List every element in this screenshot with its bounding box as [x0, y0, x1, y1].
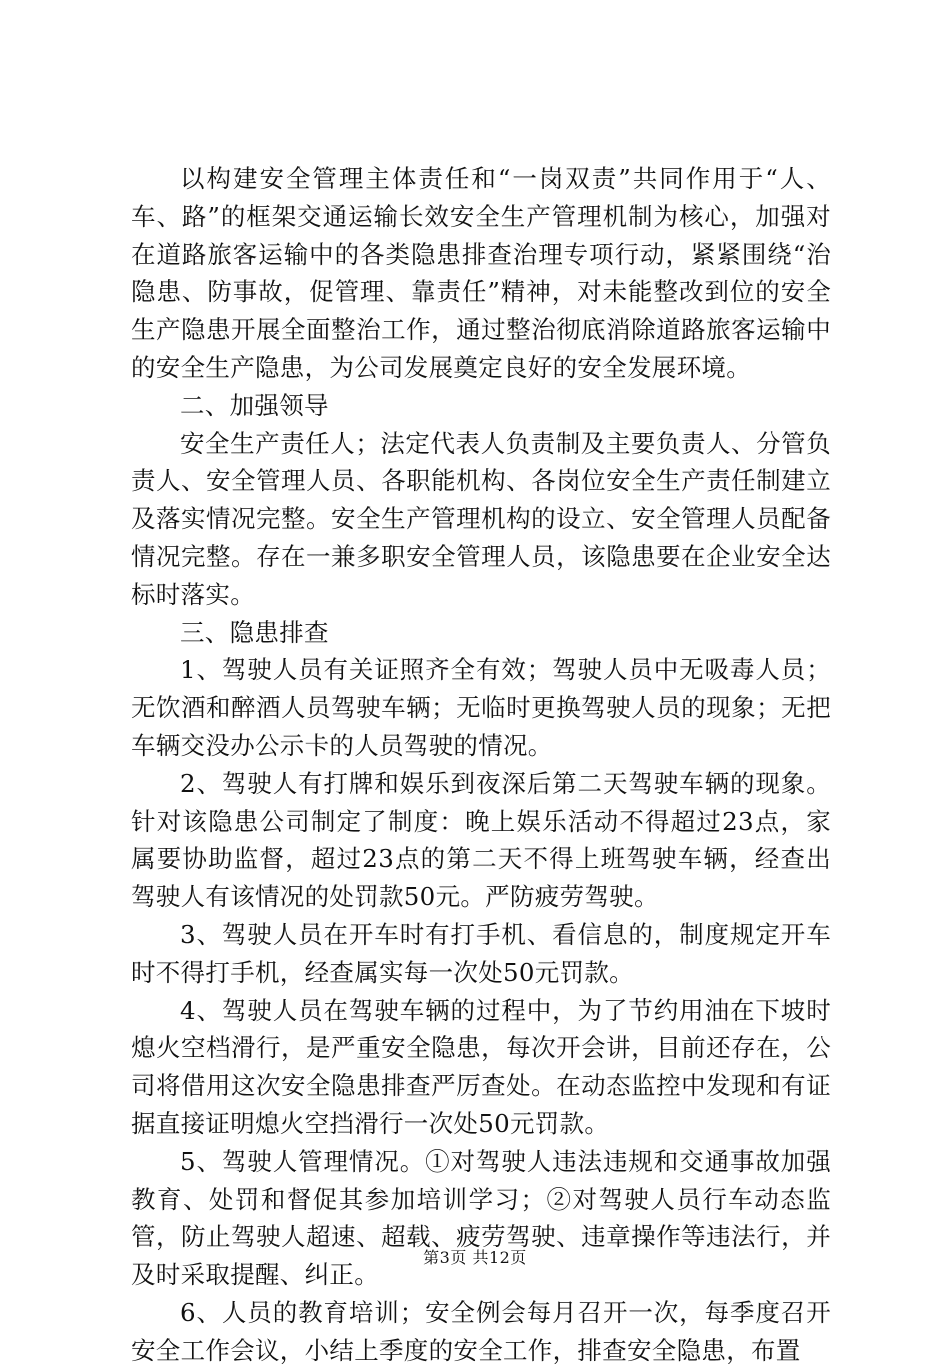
- document-body: [131, 160, 831, 1370]
- section-heading-leadership: 二、加强领导: [180, 390, 329, 420]
- paragraph-leadership: 安全生产责任人；法定代表人负责制及主要负责人、分管负责人、安全管理人员、各职能机构、各岗位安全生产责任制建立及落实情况完整。安全生产管理机构的设立、安全管理人员配备情况完整。存在一兼多职安全管理人员，该隐患要在企业安全达标时落实。: [131, 428, 831, 609]
- paragraph-item-1: 1、驾驶人员有关证照齐全有效；驾驶人员中无吸毒人员；无饮酒和醉酒人员驾驶车辆；无临时更换驾驶人员的现象；无把车辆交没办公示卡的人员驾驶的情况。: [131, 655, 831, 760]
- paragraph-intro: 以构建安全管理主体责任和“一岗双责”共同作用于“人、车、路”的框架交通运输长效安全生产管理机制为核心，加强对在道路旅客运输中的各类隐患排查治理专项行动，紧紧围绕“治隐患、防事故，促管理、靠责任”精神，对未能整改到位的安全生产隐患开展全面整治工作，通过整治彻底消除道路旅客运输中的安全生产隐患，为公司发展奠定良好的安全发展环境。: [131, 164, 832, 382]
- paragraph-item-3: 3、驾驶人员在开车时有打手机、看信息的，制度规定开车时不得打手机，经查属实每一次处50元罚款。: [131, 919, 831, 987]
- page-footer: [0, 1245, 950, 1268]
- paragraph-item-4: 4、驾驶人员在驾驶车辆的过程中，为了节约用油在下坡时熄火空档滑行，是严重安全隐患，每次开会讲，目前还存在，公司将借用这次安全隐患排查严厉查处。在动态监控中发现和有证据直接证明熄火空挡滑行一次处50元罚款。: [131, 995, 831, 1138]
- paragraph-item-6: 6、人员的教育培训；安全例会每月召开一次，每季度召开安全工作会议，小结上季度的安全工作，排查安全隐患，布置: [131, 1297, 831, 1365]
- paragraph-item-2: 2、驾驶人有打牌和娱乐到夜深后第二天驾驶车辆的现象。针对该隐患公司制定了制度：晚上娱乐活动不得超过23点，家属要协助监督，超过23点的第二天不得上班驾驶车辆，经查出驾驶人有该情况的处罚款50元。严防疲劳驾驶。: [131, 768, 831, 912]
- page-number-label: 第3页 共12页: [423, 1248, 527, 1267]
- section-heading-hazard-check: 三、隐患排查: [180, 617, 329, 647]
- paragraph-item-5: 5、驾驶人管理情况。①对驾驶人违法违规和交通事故加强教育、处罚和督促其参加培训学习；②对驾驶人员行车动态监管，防止驾驶人超速、超载、疲劳驾驶、违章操作等违法行，并及时采取提醒、纠正。: [131, 1146, 831, 1290]
